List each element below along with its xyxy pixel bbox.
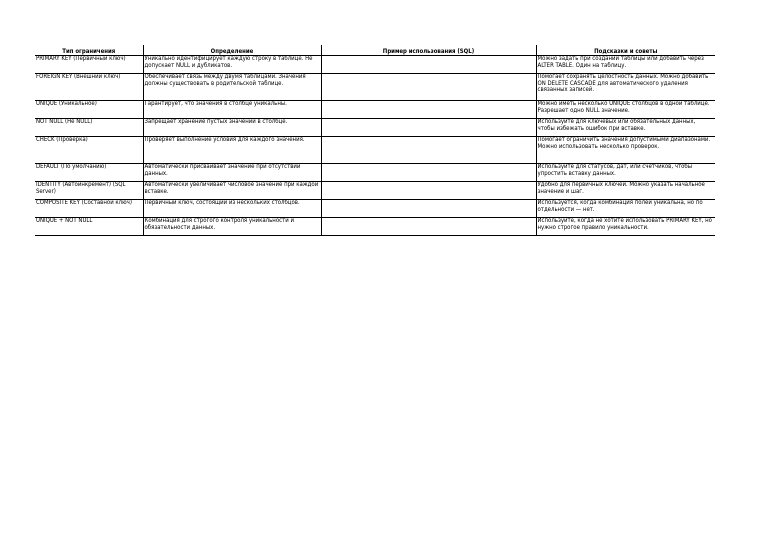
table-row [35, 218, 715, 236]
table-row [35, 200, 715, 218]
cell-example [321, 119, 536, 137]
cell-type: PRIMARY KEY (Первичный ключ) [35, 56, 143, 74]
cell-definition: Проверяет выполнение условия для каждого значения. [143, 137, 321, 164]
cell-definition: Запрещает хранение пустых значений в столбце. [143, 119, 321, 137]
cell-type: UNIQUE + NOT NULL [35, 218, 143, 236]
cell-type: IDENTITY (Автоинкремент) (SQL Server) [35, 182, 143, 200]
cell-definition: Автоматически увеличивает числовое значение при каждой вставке. [143, 182, 321, 200]
table-row [35, 164, 715, 182]
cell-tips: Используется, когда комбинация полей уникальна, но по отдельности — нет. [536, 200, 715, 218]
cell-tips: Помогает сохранять целостность данных. Можно добавить ON DELETE CASCADE для автоматического удаления связанных записей. [536, 74, 715, 101]
header-type: Тип ограничения [35, 45, 143, 56]
cell-tips: Помогает ограничить значения допустимыми диапазонами. Можно использовать несколько проверок. [536, 137, 715, 164]
cell-definition: Первичный ключ, состоящий из нескольких столбцов. [143, 200, 321, 218]
cell-type: CHECK (Проверка) [35, 137, 143, 164]
cell-tips: Удобно для первичных ключей. Можно указать начальное значение и шаг. [536, 182, 715, 200]
cell-type: NOT NULL (Не NULL) [35, 119, 143, 137]
cell-tips: Используйте для статусов, дат, или счетчиков, чтобы упростить вставку данных. [536, 164, 715, 182]
header-example: Пример использования (SQL) [321, 45, 536, 56]
table-row [35, 101, 715, 119]
cell-example [321, 56, 536, 74]
cell-example [321, 200, 536, 218]
header-row [35, 45, 715, 56]
cell-tips: Можно иметь несколько UNIQUE столбцов в одной таблице. Разрешает одно NULL значение. [536, 101, 715, 119]
cell-type: FOREIGN KEY (Внешний ключ) [35, 74, 143, 101]
cell-type: DEFAULT (По умолчанию) [35, 164, 143, 182]
cell-definition: Обеспечивает связь между двумя таблицами. Значения должны существовать в родительской таблице. [143, 74, 321, 101]
cell-definition: Автоматически присваивает значение при отсутствии данных. [143, 164, 321, 182]
cell-tips: Можно задать при создании таблицы или добавить через ALTER TABLE. Один на таблицу. [536, 56, 715, 74]
cell-example [321, 74, 536, 101]
cell-definition: Гарантирует, что значения в столбце уникальны. [143, 101, 321, 119]
cell-tips: Используйте для ключевых или обязательных данных, чтобы избежать ошибок при вставке. [536, 119, 715, 137]
cell-tips: Используйте, когда не хотите использовать PRIMARY KEY, но нужно строгое правило уникальности. [536, 218, 715, 236]
constraints-table [35, 45, 715, 236]
cell-type: UNIQUE (Уникальное) [35, 101, 143, 119]
header-tips: Подсказки и советы [536, 45, 715, 56]
header-definition: Определение [143, 45, 321, 56]
cell-definition: Комбинация для строгого контроля уникальности и обязательности данных. [143, 218, 321, 236]
cell-example [321, 101, 536, 119]
cell-example [321, 182, 536, 200]
cell-type: COMPOSITE KEY (Составной ключ) [35, 200, 143, 218]
cell-example [321, 164, 536, 182]
table-row [35, 74, 715, 101]
spreadsheet-sheet [35, 45, 715, 236]
table-row [35, 119, 715, 137]
cell-example [321, 218, 536, 236]
cell-definition: Уникально идентифицирует каждую строку в таблице. Не допускает NULL и дубликатов. [143, 56, 321, 74]
table-row [35, 137, 715, 164]
cell-example [321, 137, 536, 164]
table-row [35, 182, 715, 200]
table-row [35, 56, 715, 74]
